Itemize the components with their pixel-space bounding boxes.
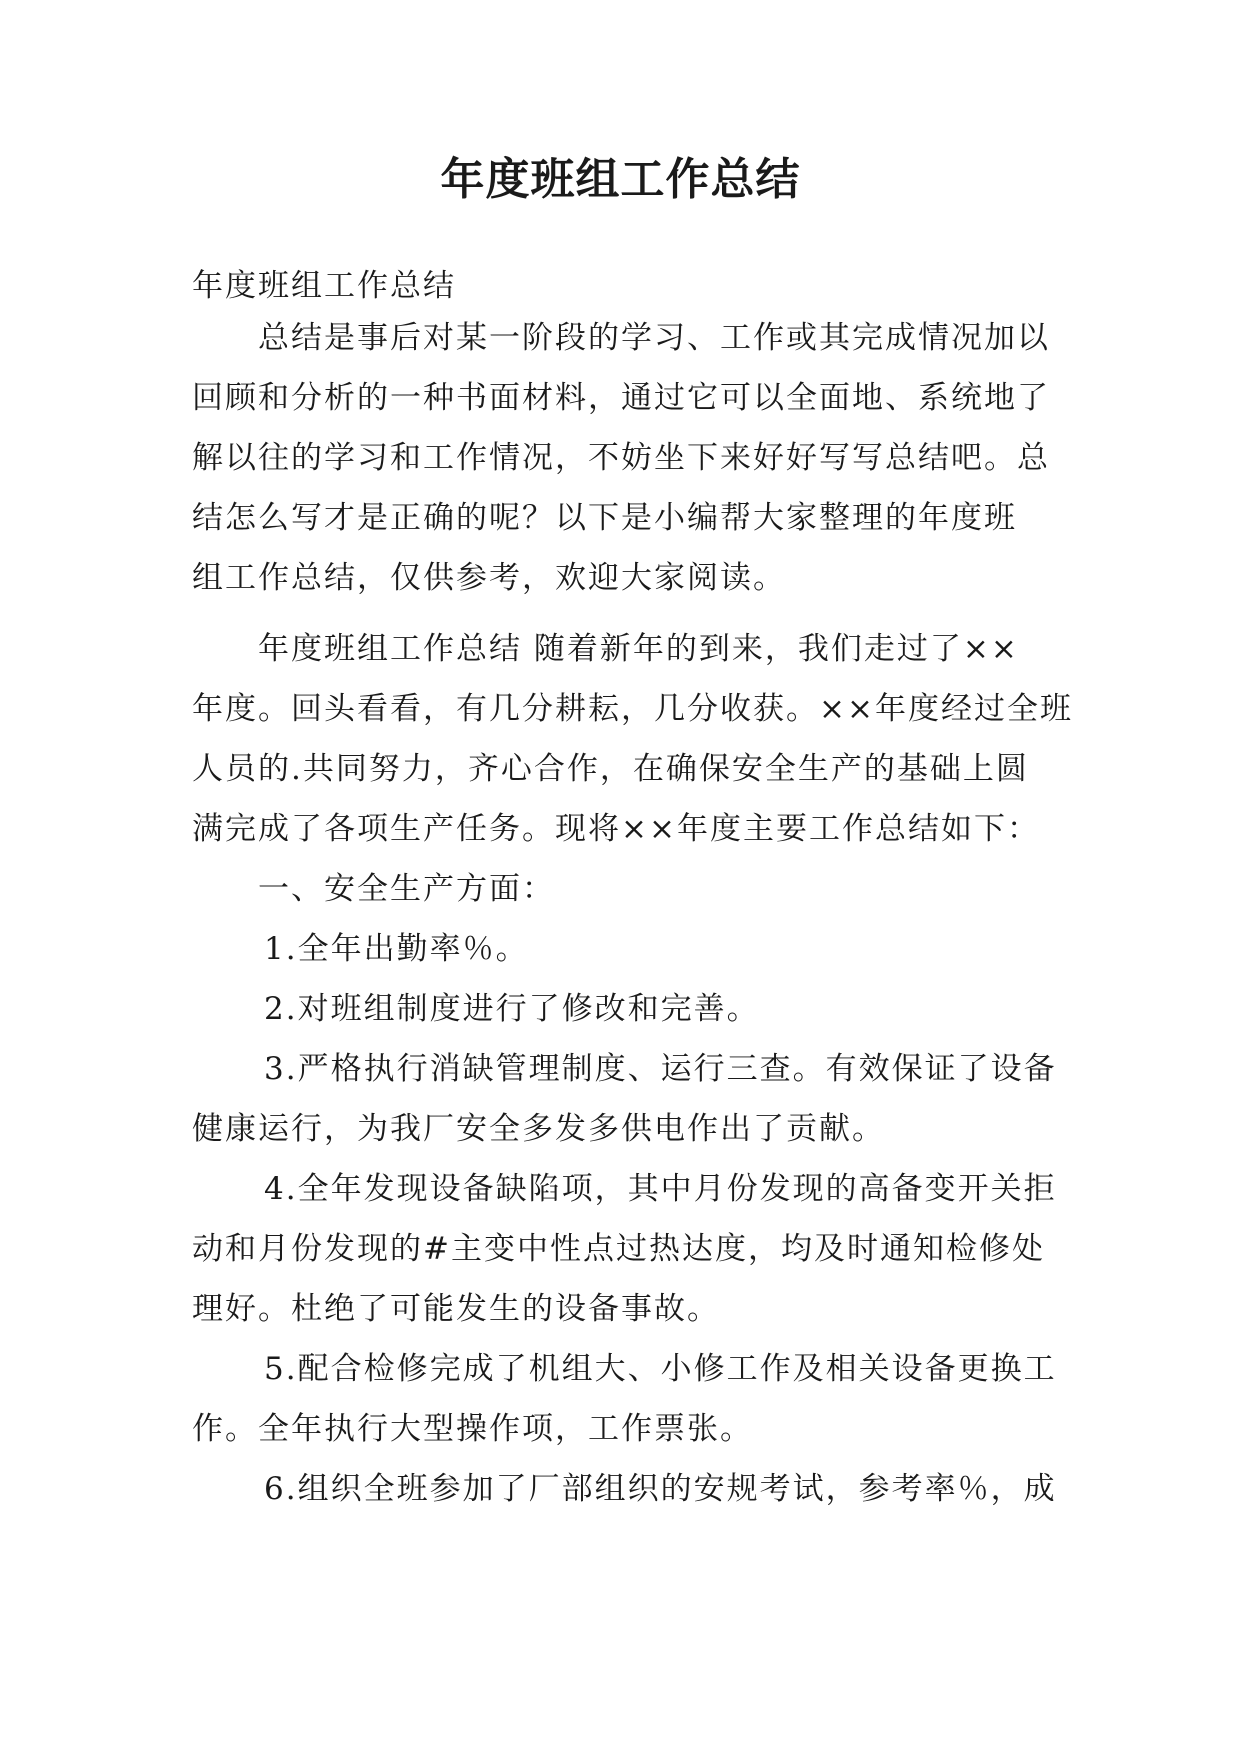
intro-line: 回顾和分析的一种书面材料，通过它可以全面地、系统地了	[192, 380, 1050, 416]
intro-line: 结怎么写才是正确的呢？以下是小编帮大家整理的年度班	[192, 500, 1017, 536]
section-heading: 一、安全生产方面：	[258, 871, 555, 907]
list-item-5: 5.配合检修完成了机组大、小修工作及相关设备更换工	[264, 1351, 1057, 1387]
main-line: 满完成了各项生产任务。现将××年度主要工作总结如下：	[192, 811, 1040, 847]
document-subtitle: 年度班组工作总结	[192, 268, 456, 304]
main-line: 年度班组工作总结 随着新年的到来，我们走过了××	[258, 631, 1019, 667]
list-item-4-continuation: 动和月份发现的#主变中性点过热达度，均及时通知检修处	[192, 1231, 1045, 1267]
intro-paragraph	[192, 308, 1058, 608]
list-item-2: 2.对班组制度进行了修改和完善。	[264, 991, 760, 1027]
main-paragraph	[192, 619, 1073, 1519]
list-item-4: 4.全年发现设备缺陷项，其中月份发现的高备变开关拒	[264, 1171, 1057, 1207]
intro-line: 总结是事后对某一阶段的学习、工作或其完成情况加以	[258, 320, 1050, 356]
list-item-3-continuation: 健康运行，为我厂安全多发多供电作出了贡献。	[192, 1111, 885, 1147]
list-item-1: 1.全年出勤率％。	[264, 931, 529, 967]
list-item-6: 6.组织全班参加了厂部组织的安规考试，参考率％，成	[264, 1471, 1057, 1507]
list-item-3: 3.严格执行消缺管理制度、运行三查。有效保证了设备	[264, 1051, 1057, 1087]
list-item-5-continuation: 作。全年执行大型操作项，工作票张。	[192, 1411, 753, 1447]
intro-line: 解以往的学习和工作情况，不妨坐下来好好写写总结吧。总	[192, 440, 1050, 476]
main-line: 年度。回头看看，有几分耕耘，几分收获。××年度经过全班	[192, 691, 1073, 727]
list-item-4-continuation: 理好。杜绝了可能发生的设备事故。	[192, 1291, 720, 1327]
document-title: 年度班组工作总结	[440, 154, 801, 205]
subtitle-block	[192, 256, 1058, 316]
intro-line: 组工作总结，仅供参考，欢迎大家阅读。	[192, 560, 786, 596]
main-line: 人员的.共同努力，齐心合作，在确保安全生产的基础上圆	[192, 751, 1029, 787]
